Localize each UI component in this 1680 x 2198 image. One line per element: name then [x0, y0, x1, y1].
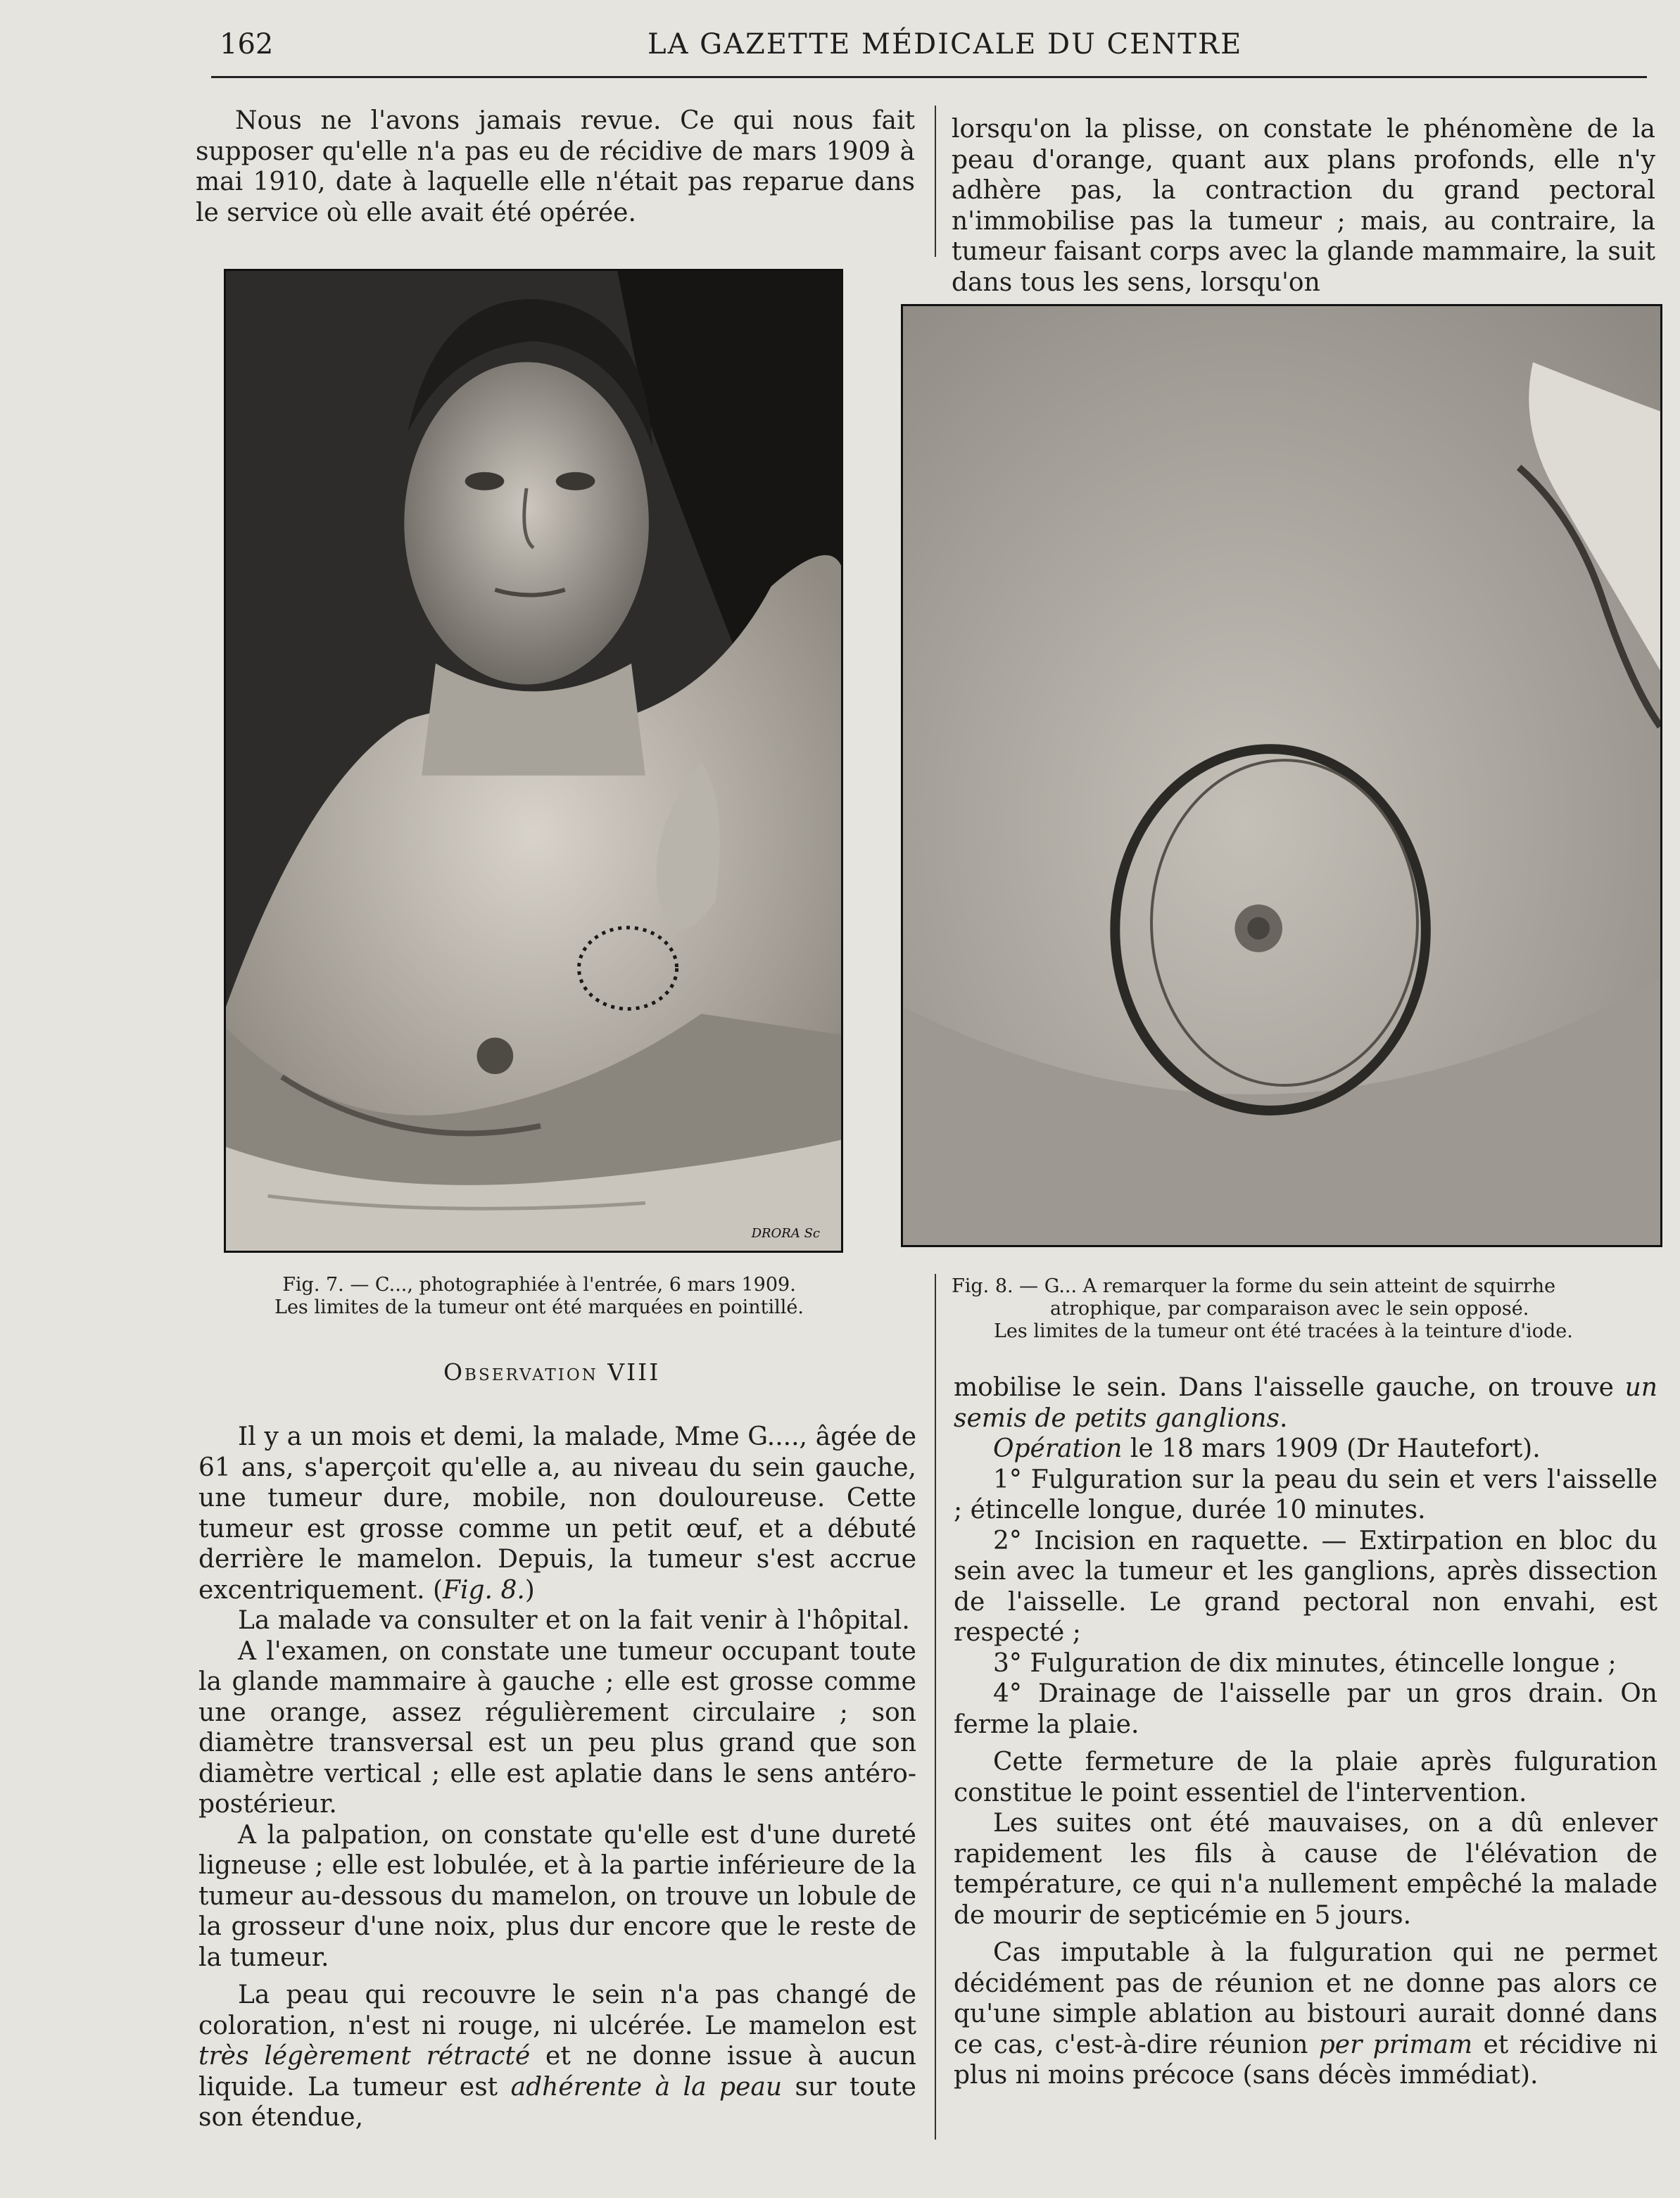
engraver-signature: DRORA Sc	[751, 1226, 820, 1241]
page-number: 162	[220, 28, 274, 61]
figure-7-portrait-image	[226, 271, 841, 1251]
journal-title: LA GAZETTE MÉDICALE DU CENTRE	[648, 28, 1243, 61]
paragraph-2: Opération le 18 mars 1909 (Dr Hautefort).	[993, 1434, 1541, 1463]
column-1-bottom-text	[198, 1422, 916, 2133]
paragraph-3: A l'examen, on constate une tumeur occupant toute la glande mammaire à gauche ; elle est grosse comme une orange, assez régulièrement circulaire ; son diamètre transversal est un peu plus grand que son diamètre vertical ; elle est aplatie dans le sens antéro-postérieur.	[198, 1636, 916, 1819]
paragraph-5: La peau qui recouvre le sein n'a pas changé de coloration, n'est ni rouge, ni ulcérée. Le mamelon est très légèrement rétracté et ne donne issue à aucun liquide. La tumeur est adhérente à la peau sur toute son étendue,	[198, 1981, 916, 2132]
paragraph: Nous ne l'avons jamais revue. Ce qui nous fait supposer qu'elle n'a pas eu de récidive de mars 1909 à mai 1910, date à laquelle elle n'était pas reparue dans le service où elle avait été opérée.	[196, 106, 915, 227]
column-divider-top	[935, 106, 936, 257]
paragraph-3: 1° Fulguration sur la peau du sein et vers l'aisselle ; étincelle longue, durée 10 minutes.	[954, 1465, 1657, 1524]
paragraph-4: 2° Incision en raquette. — Extirpation en bloc du sein avec la tumeur et les ganglions, après dissection de l'aisselle. Le grand pectoral non envahi, est respecté ;	[954, 1526, 1657, 1647]
figure-8-caption-line-1: Fig. 8. — G... A remarquer la forme du sein atteint de squirrhe	[952, 1275, 1556, 1297]
figure-7-caption	[201, 1274, 877, 1319]
figure-7-caption-line-2: Les limites de la tumeur ont été marquées en pointillé.	[274, 1296, 804, 1318]
figure-8-caption-line-2: atrophique, par comparaison avec le sein opposé.	[1050, 1298, 1529, 1320]
column-2-top-text	[952, 114, 1655, 298]
paragraph-9: Cas imputable à la fulguration qui ne permet décidément pas de réunion et ne donne pas alors ce qu'une simple ablation au bistouri aurait donné dans ce cas, c'est-à-dire réunion per primam et récidive ni plus ni moins précoce (sans décès immédiat).	[954, 1938, 1657, 2090]
paragraph: lorsqu'on la plisse, on constate le phénomène de la peau d'orange, quant aux plans profonds, elle n'y adhère pas, la contraction du grand pectoral n'immobilise pas la tumeur ; mais, au contraire, la tumeur faisant corps avec la glande mammaire, la suit dans tous les sens, lorsqu'on	[952, 115, 1655, 297]
paragraph-6: 4° Drainage de l'aisselle par un gros drain. On ferme la plaie.	[954, 1679, 1657, 1739]
paragraph-5: 3° Fulguration de dix minutes, étincelle longue ;	[993, 1648, 1617, 1678]
paragraph-1: mobilise le sein. Dans l'aisselle gauche, on trouve un semis de petits ganglions.	[954, 1373, 1657, 1433]
column-divider-bottom	[935, 1274, 936, 2140]
figure-reference: Fig. 8.	[443, 1575, 525, 1605]
figure-8-photograph	[901, 304, 1662, 1247]
paragraph-4: A la palpation, on constate qu'elle est d'une dureté ligneuse ; elle est lobulée, et à la partie inférieure de la tumeur au-dessous du mamelon, on trouve un lobule de la grosseur d'une noix, plus dur encore que le reste de la tumeur.	[198, 1820, 916, 1972]
paragraph-7: Cette fermeture de la plaie après fulguration constitue le point essentiel de l'intervention.	[954, 1748, 1657, 1807]
figure-7-photograph	[224, 269, 843, 1253]
paragraph-2: La malade va consulter et on la fait venir à l'hôpital.	[238, 1606, 910, 1635]
column-2-bottom-text	[954, 1372, 1657, 2091]
paragraph-1: Il y a un mois et demi, la malade, Mme G...., âgée de 61 ans, s'aperçoit qu'elle a, au niveau du sein gauche, une tumeur dure, mobile, non douloureuse. Cette tumeur est grosse comme un petit œuf, et a débuté derrière le mamelon. Depuis, la tumeur s'est accrue excentriquement. (Fig. 8.)	[198, 1422, 916, 1605]
header-rule	[211, 76, 1647, 78]
figure-8-caption-line-3: Les limites de la tumeur ont été tracées à la teinture d'iode.	[994, 1320, 1573, 1342]
column-1-top-text	[196, 106, 915, 228]
figure-7-caption-line-1: Fig. 7. — C..., photographiée à l'entrée, 6 mars 1909.	[282, 1274, 796, 1296]
paragraph-8: Les suites ont été mauvaises, on a dû enlever rapidement les fils à cause de l'élévation de température, ce qui n'a nullement empêché la malade de mourir de septicémie en 5 jours.	[954, 1809, 1657, 1930]
figure-8-caption	[952, 1275, 1655, 1343]
observation-heading: Observation VIII	[443, 1358, 661, 1386]
figure-8-breast-image	[903, 306, 1660, 1245]
